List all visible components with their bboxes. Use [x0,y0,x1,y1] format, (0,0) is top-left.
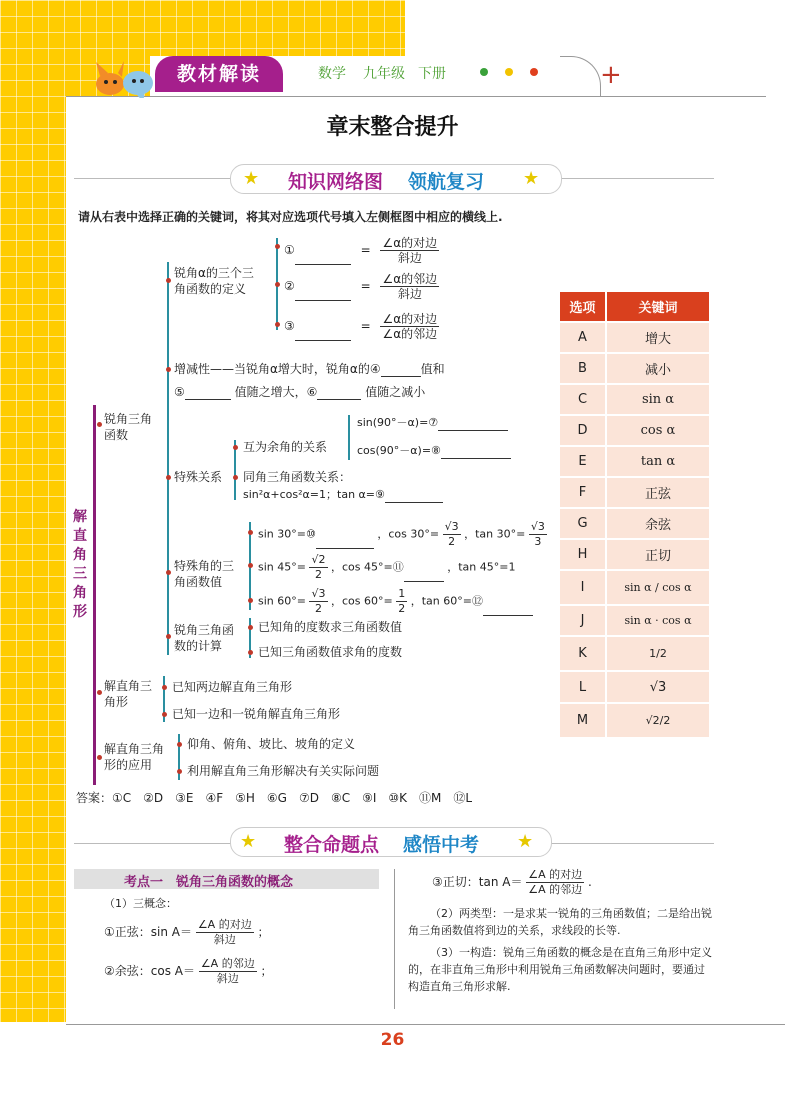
kp-cosine: ②余弦：cos A＝ $\frac{\text{∠A 的邻边}}{\text{斜边}}$ ； [104,957,273,985]
def-row-1: ① = $\frac{\text{∠α的对边}}{\text{斜边}}$ [284,236,438,265]
star-icon: ★ [243,168,260,189]
tree-node [233,445,238,450]
tree-node [233,475,238,480]
tree-node [248,625,253,630]
tree-node [248,650,253,655]
green-dot-icon [480,68,488,76]
table-row: D cos α [560,416,709,445]
table-row: J sin α · cos α [560,606,709,635]
header-rule [66,96,766,97]
branch1-label: 锐角三角 函数 [104,412,153,442]
answers-text: 答案：①C ②D ③E ④F ⑤H ⑥G ⑦D ⑧C ⑨I ⑩K ⑪M ⑫L [76,791,473,805]
tree-node [166,634,171,639]
section2-banner [230,827,552,857]
table-row: E tan α [560,447,709,476]
section2-title: 整合命题点 [284,834,380,856]
def-row-2: ② = $\frac{\text{∠α的邻边}}{\text{斜边}}$ [284,272,438,301]
table-row: M √2/2 [560,704,709,737]
tree-node [97,422,102,427]
tree-node [166,475,171,480]
keyword-table [560,290,709,739]
table-row: G 余弦 [560,509,709,538]
rel-a-line [348,415,350,460]
mono-row-2: ⑤ 值随之增大，⑥ 值随之减小 [174,385,426,399]
calc-label: 锐角三角函 数的计算 [174,623,235,653]
star-icon: ★ [240,831,257,852]
table-header: 关键词 [605,292,709,321]
kp-types: （2）两类型：一是求某一锐角的三角函数值；二是给出锐角三角函数值将到边的关系，求线段的长等. [408,907,712,937]
red-dot-icon [530,68,538,76]
page-title: 章末整合提升 [326,115,459,140]
table-row: C sin α [560,385,709,414]
grade-label: 九年级 [363,66,405,82]
table-row: A 增大 [560,323,709,352]
rel-b-label: 同角三角函数关系： [243,470,352,484]
branch3-label: 解直角三角 形的应用 [104,742,165,772]
tree-node [248,598,253,603]
table-row: L √3 [560,672,709,702]
mascot-logo [88,58,160,98]
branch3-1: 仰角、俯角、坡比、坡角的定义 [187,737,356,751]
kp-concept-label: （1）三概念： [104,897,177,910]
star-icon: ★ [523,168,540,189]
table-row: H 正切 [560,540,709,569]
kp-tangent: ③正切：tan A＝ $\frac{\text{∠A 的对边}}{\text{∠A 的邻边}}$ . [432,868,592,896]
tree-node [166,570,171,575]
instruction-text: 请从右表中选择正确的关键词，将其对应选项代号填入左侧框图中相应的横线上. [78,210,503,224]
calc-2: 已知三角函数值求角的度数 [258,645,403,659]
tree-node [275,322,280,327]
table-row: B 减小 [560,354,709,383]
section1-title: 知识网络图 [288,171,384,193]
calc-1: 已知角的度数求三角函数值 [258,620,403,634]
tree-node [166,278,171,283]
branch1-line [167,262,169,655]
special-label: 特殊角的三 角函数值 [174,559,235,589]
branch2-1: 已知两边解直角三角形 [172,680,293,694]
branch3-2: 利用解直角三角形解决有关实际问题 [187,764,380,778]
kp-sine: ①正弦：sin A＝ $\frac{\text{∠A 的对边}}{\text{斜边}}$ ； [104,918,270,946]
kp-construct: （3）一构造：锐角三角函数的概念是在直角三角形中定义的，在非直角三角形中利用锐角三角函数解决问题时，要通过构造直角三角形求解. [408,946,712,993]
table-header-row [560,292,709,321]
page-number: 26 [380,1030,405,1050]
section1-banner [230,164,562,194]
volume-label: 下册 [418,66,446,82]
column-divider [394,869,395,1009]
rel-label: 特殊关系 [174,470,223,484]
tree-node [162,685,167,690]
star-icon: ★ [517,831,534,852]
tree-node [275,244,280,249]
keypoint-title: 考点一 锐角三角函数的概念 [124,875,294,890]
section1-subtitle: 领航复习 [408,171,485,193]
table-row: F 正弦 [560,478,709,507]
rel-a-label: 互为余角的关系 [243,440,328,454]
special-row-2: sin 45°= $\frac{√2}{2}$ ，cos 45°=⑪ ，tan 45°=1 [258,553,516,581]
plus-icon: + [600,60,622,90]
tree-node [162,712,167,717]
special-row-1: sin 30°=⑩ ，cos 30°= $\frac{√3}{2}$ ，tan 30°= $\frac{√3}{3}$ [258,520,545,548]
tree-node [166,367,171,372]
tree-node [248,563,253,568]
rel-b-1: sin²α+cos²α=1；tan α=⑨ [243,486,443,503]
special-row-3: sin 60°= $\frac{√3}{2}$ ，cos 60°= $\frac{1}{2}$ ，tan 60°=⑫ [258,587,533,616]
branch2-label: 解直角三 角形 [104,679,153,709]
root-label: 解 直 角 三 角 形 [73,509,87,620]
tree-node [97,690,102,695]
header-pill: 教材解读 [155,56,283,92]
section2-subtitle: 感悟中考 [403,834,480,856]
table-row: I sin α / cos α [560,571,709,604]
tree-node [177,742,182,747]
tree-node [275,282,280,287]
root-bar [93,405,96,785]
def-row-3: ③ = $\frac{\text{∠α的对边}}{\text{∠α的邻边}}$ [284,312,438,341]
rel-a-1: sin(90°－α)=⑦ [357,414,508,431]
table-header: 选项 [560,292,605,321]
tree-node [248,530,253,535]
tree-node [177,769,182,774]
subject-label: 数学 [318,66,346,82]
table-row: K 1/2 [560,637,709,670]
yellow-dot-icon [505,68,513,76]
mono-row-1: 增减性——当锐角α增大时，锐角α的④ 值和 [174,362,445,376]
branch2-2: 已知一边和一锐角解直角三角形 [172,707,341,721]
def-label: 锐角α的三个三 角函数的定义 [174,266,254,296]
tree-node [97,755,102,760]
footer-rule [66,1024,785,1025]
rel-a-2: cos(90°－α)=⑧ [357,442,511,459]
